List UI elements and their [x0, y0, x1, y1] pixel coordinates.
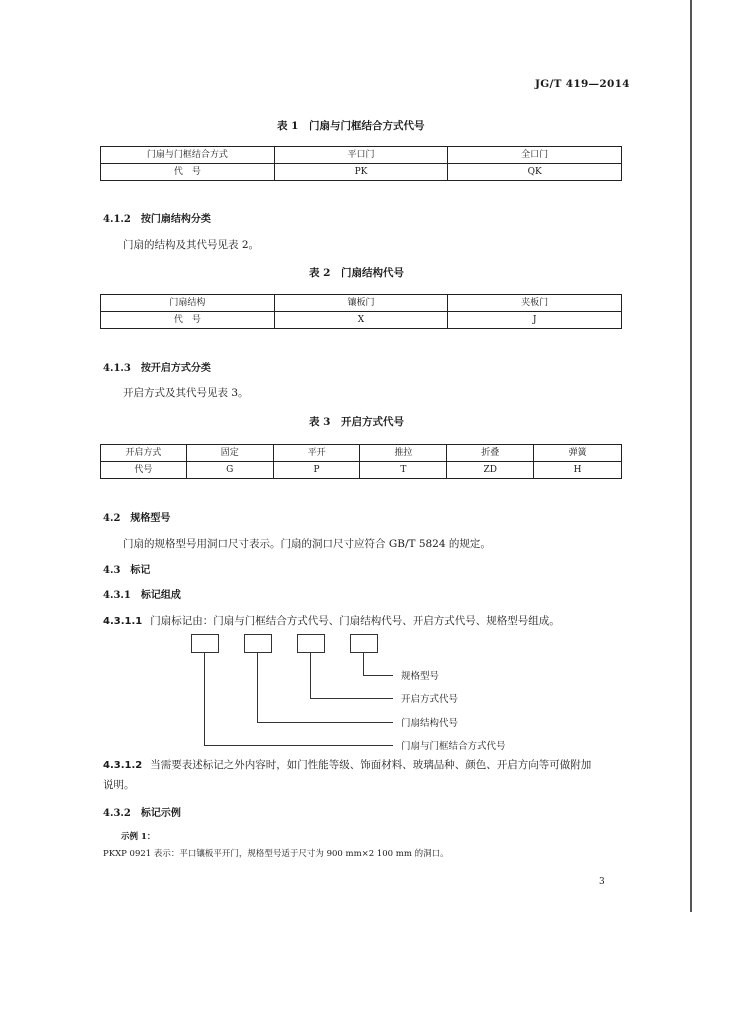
leader-line	[310, 698, 393, 699]
section-4-1-3-heading: 4.1.3 按开启方式分类	[103, 363, 211, 374]
table-cell: 全口门	[448, 147, 622, 164]
page-number: 3	[599, 877, 605, 887]
diagram-label-spec: 规格型号	[401, 671, 440, 682]
section-4-1-2-heading: 4.1.2 按门扇结构分类	[103, 214, 211, 225]
leader-line	[204, 745, 393, 746]
table-cell: 代 号	[101, 312, 275, 329]
table-cell: X	[274, 312, 448, 329]
section-4-3-1-1	[103, 613, 560, 628]
section-number: 4.3.1.2	[103, 760, 143, 771]
leader-line	[363, 675, 393, 676]
table-row	[101, 295, 622, 312]
section-4-3-heading: 4.3 标记	[103, 565, 151, 576]
section-4-3-1-2	[103, 757, 591, 772]
section-4-3-1-heading: 4.3.1 标记组成	[103, 590, 181, 601]
section-text: 当需要表述标记之外内容时，如门性能等级、饰面材料、玻璃品种、颜色、开启方向等可做附加	[150, 759, 592, 771]
table-cell: 弹簧	[534, 445, 622, 462]
marking-box-3	[297, 634, 325, 653]
section-4-2-text: 门扇的规格型号用洞口尺寸表示。门扇的洞口尺寸应符合 GB/T 5824 的规定。	[123, 538, 491, 550]
marking-box-2	[244, 634, 272, 653]
table-cell: 镶板门	[274, 295, 448, 312]
table2	[100, 294, 622, 329]
table-cell: G	[186, 462, 273, 479]
table-cell: 代号	[101, 462, 187, 479]
table3-caption: 表 3 开启方式代号	[309, 416, 404, 428]
table-cell: 夹板门	[448, 295, 622, 312]
leader-line	[363, 652, 364, 675]
table-cell: 平开	[273, 445, 360, 462]
section-4-3-2-heading: 4.3.2 标记示例	[103, 808, 181, 819]
table1-caption: 表 1 门扇与门框结合方式代号	[277, 120, 425, 132]
table-cell: 折叠	[447, 445, 534, 462]
table3	[100, 444, 622, 479]
table-cell: H	[534, 462, 622, 479]
standard-number: JG/T 419—2014	[535, 78, 630, 90]
table-cell: ZD	[447, 462, 534, 479]
table-row	[101, 462, 622, 479]
table-row	[101, 147, 622, 164]
table-row	[101, 445, 622, 462]
section-4-3-1-2-cont: 说明。	[103, 779, 135, 791]
leader-line	[257, 652, 258, 722]
table1	[100, 146, 622, 181]
table-row	[101, 164, 622, 181]
table2-caption: 表 2 门扇结构代号	[309, 267, 404, 279]
diagram-label-opening: 开启方式代号	[401, 694, 459, 705]
marking-box-4	[350, 634, 378, 653]
section-text: 门扇标记由：门扇与门框结合方式代号、门扇结构代号、开启方式代号、规格型号组成。	[150, 615, 560, 627]
table-cell: 推拉	[360, 445, 447, 462]
marking-box-1	[191, 634, 219, 653]
diagram-label-structure: 门扇结构代号	[401, 718, 459, 729]
page-edge-line	[690, 0, 692, 912]
section-number: 4.3.1.1	[103, 616, 143, 627]
table-cell: 平口门	[274, 147, 448, 164]
table-cell: QK	[448, 164, 622, 181]
table-cell: 门扇结构	[101, 295, 275, 312]
table-cell: T	[360, 462, 447, 479]
example-title: 示例 1：	[121, 832, 156, 842]
diagram-label-joint: 门扇与门框结合方式代号	[401, 741, 506, 752]
table-cell: 开启方式	[101, 445, 187, 462]
table-cell: 门扇与门框结合方式	[101, 147, 275, 164]
table-cell: P	[273, 462, 360, 479]
leader-line	[257, 722, 393, 723]
leader-line	[204, 652, 205, 745]
table-cell: J	[448, 312, 622, 329]
table-cell: 固定	[186, 445, 273, 462]
table-cell: PK	[274, 164, 448, 181]
section-4-2-heading: 4.2 规格型号	[103, 513, 171, 524]
leader-line	[310, 652, 311, 698]
table-row	[101, 312, 622, 329]
section-4-1-2-text: 门扇的结构及其代号见表 2。	[123, 239, 260, 251]
section-4-1-3-text: 开启方式及其代号见表 3。	[123, 387, 249, 399]
example-text: PKXP 0921 表示：平口镶板平开门，规格型号适于尺寸为 900 mm×2 100 mm 的洞口。	[103, 849, 449, 859]
table-cell: 代 号	[101, 164, 275, 181]
